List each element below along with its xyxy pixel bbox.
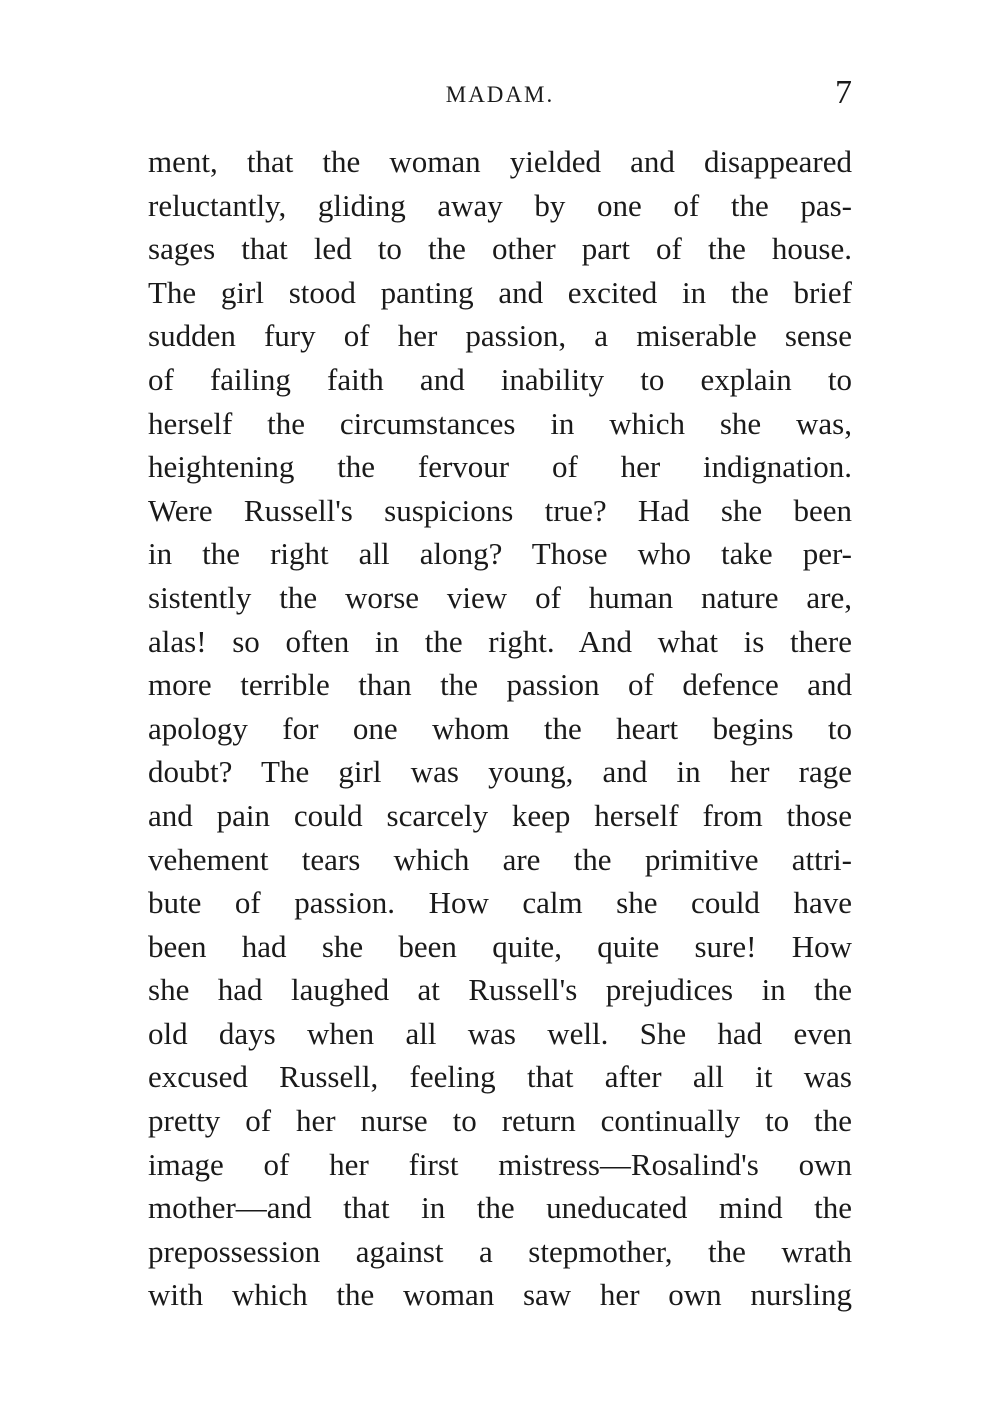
text-line: image of her first mistress—Rosalind's own bbox=[148, 1146, 852, 1182]
text-line: ment, that the woman yielded and disappeared bbox=[148, 144, 852, 179]
text-line: herself the circumstances in which she was, bbox=[148, 405, 852, 441]
text-line: and pain could scarcely keep herself from those bbox=[148, 797, 852, 833]
text-line: alas! so often in the right. And what is there bbox=[148, 623, 852, 659]
text-line: prepossession against a stepmother, the wrath bbox=[148, 1233, 852, 1269]
text-line: with which the woman saw her own nursling bbox=[148, 1277, 852, 1313]
text-line: vehement tears which are the primitive attri- bbox=[148, 841, 852, 877]
text-line: been had she been quite, quite sure! How bbox=[148, 928, 852, 964]
text-line: bute of passion. How calm she could have bbox=[148, 885, 852, 921]
text-line: of failing faith and inability to explain to bbox=[148, 361, 852, 397]
text-line: in the right all along? Those who take per- bbox=[148, 536, 852, 572]
page-number: 7 bbox=[835, 74, 852, 111]
text-line: old days when all was well. She had even bbox=[148, 1015, 852, 1051]
running-head bbox=[148, 76, 852, 116]
text-line: sages that led to the other part of the house. bbox=[148, 231, 852, 267]
text-line: more terrible than the passion of defence and bbox=[148, 667, 852, 703]
text-line: The girl stood panting and excited in the brief bbox=[148, 274, 852, 310]
running-title: MADAM. bbox=[445, 82, 555, 107]
text-line: sistently the worse view of human nature are, bbox=[148, 579, 852, 615]
body-text bbox=[148, 140, 852, 1317]
text-line: Were Russell's suspicions true? Had she been bbox=[148, 492, 852, 528]
text-line: sudden fury of her passion, a miserable sense bbox=[148, 318, 852, 354]
text-line: excused Russell, feeling that after all it was bbox=[148, 1059, 852, 1095]
text-line: mother—and that in the uneducated mind the bbox=[148, 1190, 852, 1226]
text-line: doubt? The girl was young, and in her rage bbox=[148, 754, 852, 790]
text-line: she had laughed at Russell's prejudices in the bbox=[148, 972, 852, 1008]
text-line: apology for one whom the heart begins to bbox=[148, 710, 852, 746]
text-line: pretty of her nurse to return continually to the bbox=[148, 1103, 852, 1139]
text-line: heightening the fervour of her indignation. bbox=[148, 449, 852, 485]
text-line: reluctantly, gliding away by one of the pas- bbox=[148, 187, 852, 223]
